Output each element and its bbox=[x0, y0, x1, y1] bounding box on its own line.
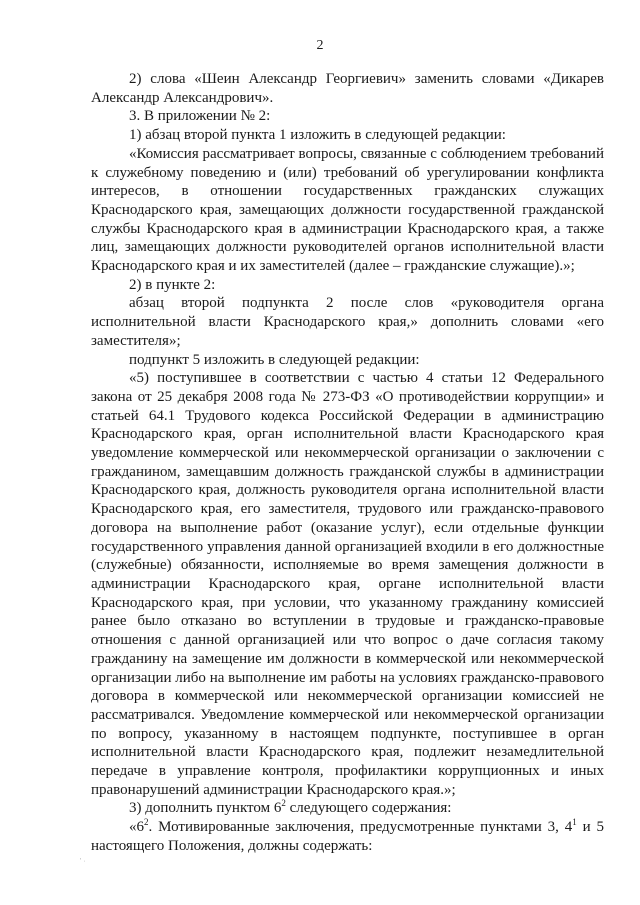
scan-mark: ' · bbox=[80, 858, 86, 865]
paragraph: абзац второй подпункта 2 после слов «руководителя органа исполнительной власти Краснодарского края,» дополнить словами «его заместителя»; bbox=[91, 295, 604, 349]
superscript-index: 2 bbox=[281, 798, 286, 809]
paragraph-text-segment: «6 bbox=[129, 819, 144, 836]
paragraph: подпункт 5 изложить в следующей редакции: bbox=[129, 351, 420, 368]
page-number: 2 bbox=[316, 38, 324, 53]
paragraph bbox=[91, 818, 604, 855]
superscript-index: 1 bbox=[572, 817, 577, 828]
paragraph-text-segment: следующего содержания: bbox=[285, 800, 452, 817]
paragraph: «Комиссия рассматривает вопросы, связанные с соблюдением требований к служебному поведению и (или) требований об урегулировании конфликта интересов, в отношении государственных гражданских служащих Краснодарского края, замещающих должности государственной гражданской службы Краснодарского края в администрации Краснодарского края, а также лиц, замещающих должности руководителей органов исполнительной власти Краснодарского края и их заместителей (далее – гражданские служащие).»; bbox=[91, 145, 604, 275]
paragraph-text-segment: . Мотивированные заключения, предусмотренные пунктами 3, 4 bbox=[148, 819, 573, 836]
paragraph: «5) поступившее в соответствии с частью 4 статьи 12 Федерального закона от 25 декабря 2008 года № 273-ФЗ «О противодействии коррупции» и статьей 64.1 Трудового кодекса Российской Федерации в администрацию Краснодарского края, орган исполнительной власти Краснодарского края уведомление коммерческой или некоммерческой организации о заключении с гражданином, замещавшим должность гражданской службы в администрации Краснодарского края, должность руководителя органа исполнительной власти Краснодарского края, его заместителя, трудового или гражданско-правового договора на выполнение работ (оказание услуг), если отдельные функции государственного управления данной организацией входили в его должностные (служебные) обязанности, исполняемые во время замещения должности в администрации Краснодарского края, органе исполнительной власти Краснодарского края, при условии, что указанному гражданину комиссией ранее было отказано во вступлении в трудовые и гражданско-правовые отношения с данной организацией или что вопрос о даче согласия такому гражданину на замещение им должности в коммерческой или некоммерческой организации либо на выполнение им работы на условиях гражданско-правового договора в коммерческой или некоммерческой организации комиссией не рассматривался. Уведомление коммерческой или некоммерческой организации по вопросу, указанному в настоящем подпункте, поступившее в орган исполнительной власти Краснодарского края, подлежит незамедлительной передаче в управление контроля, профилактики коррупционных и иных правонарушений администрации Краснодарского края.»; bbox=[91, 370, 604, 798]
paragraph-text-segment: и 5 настоящего Положения, должны содержать: bbox=[91, 819, 604, 854]
document-body bbox=[91, 70, 604, 856]
paragraph: 2) в пункте 2: bbox=[129, 276, 216, 293]
paragraph: 1) абзац второй пункта 1 изложить в следующей редакции: bbox=[129, 127, 506, 144]
superscript-index: 2 bbox=[144, 817, 149, 828]
paragraph: 2) слова «Шеин Александр Георгиевич» заменить словами «Дикарев Александр Александрович». bbox=[91, 71, 604, 106]
paragraph-text-segment: 3) дополнить пунктом 6 bbox=[129, 800, 282, 817]
paragraph bbox=[91, 799, 604, 818]
paragraph: 3. В приложении № 2: bbox=[129, 108, 271, 125]
